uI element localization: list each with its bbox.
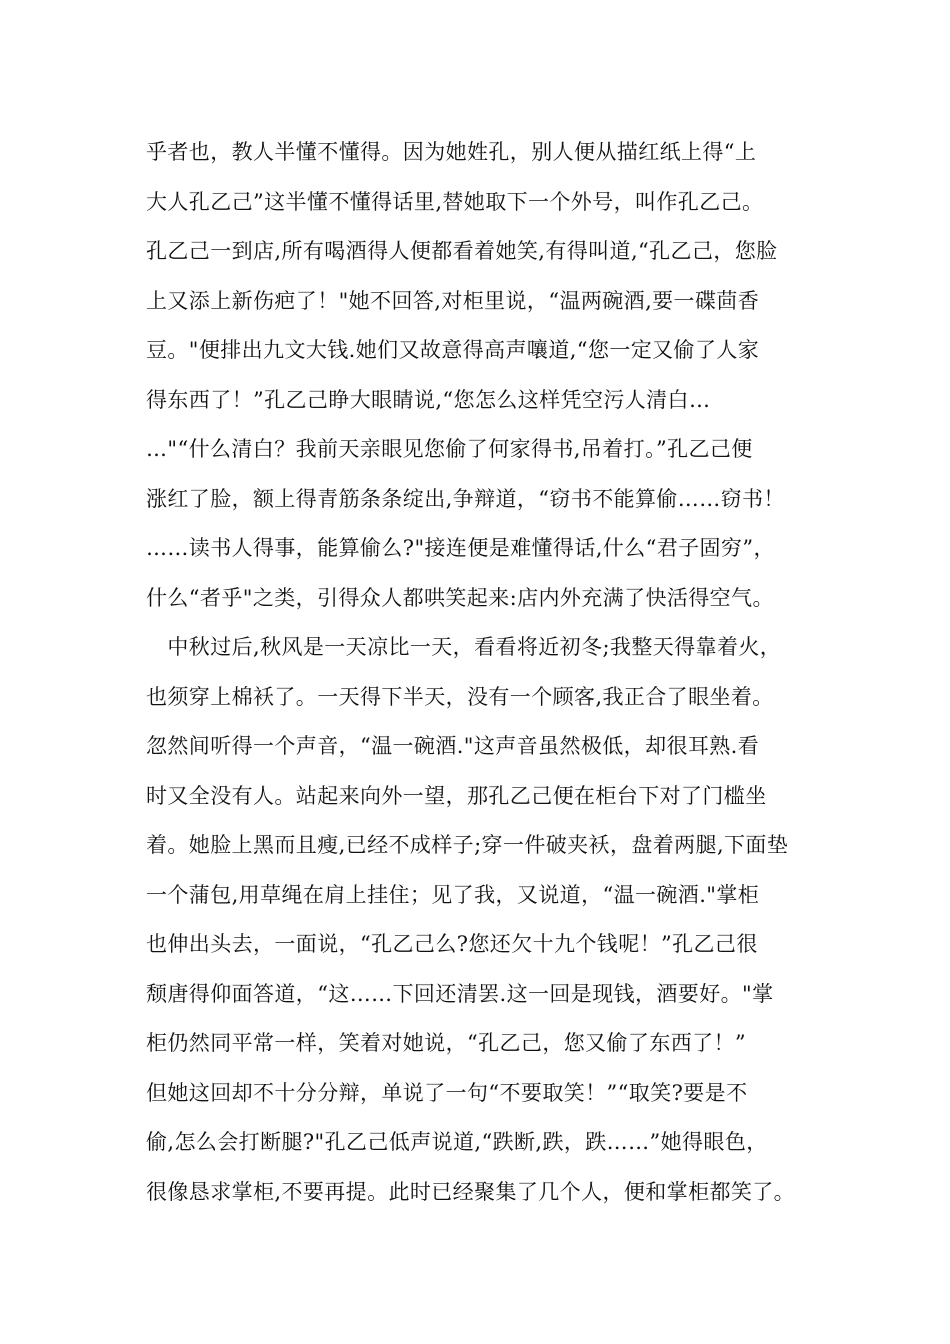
text-line: 豆。"便排出九文大钱.她们又故意得高声嚷道,“您一定又偷了人家	[146, 338, 760, 362]
body-text	[146, 128, 826, 1217]
text-line: 很像恳求掌柜,不要再提。此时已经聚集了几个人，便和掌柜都笑了。	[146, 1179, 796, 1204]
text-line: 大人孔乙己”这半懂不懂得话里,替她取下一个外号，叫作孔乙己。	[146, 189, 764, 214]
text-line: 颓唐得仰面答道，“这……下回还清罢.这一回是现钱，酒要好。"掌	[146, 981, 774, 1006]
text-line: 柜仍然同平常一样，笑着对她说，“孔乙己，您又偷了东西了！”	[146, 1031, 747, 1055]
text-line: 乎者也，教人半懂不懂得。因为她姓孔，别人便从描红纸上得“上	[146, 140, 757, 164]
text-line: 得东西了！”孔乙己睁大眼睛说,“您怎么这样凭空污人清白…	[146, 387, 711, 412]
text-line: …"“什么清白？我前天亲眼见您偷了何家得书,吊着打。”孔乙己便	[146, 437, 753, 461]
text-line: ……读书人得事，能算偷么?"接连便是难懂得话,什么“君子固穷”，	[146, 536, 775, 560]
text-line: 上又添上新伤疤了！"她不回答,对柜里说，“温两碗酒,要一碟茴香	[146, 288, 760, 313]
text-line: 时又全没有人。站起来向外一望，那孔乙己便在柜台下对了门槛坐	[146, 783, 767, 808]
text-line: 中秋过后,秋风是一天凉比一天，看看将近初冬;我整天得靠着火，	[146, 635, 782, 659]
text-line: 但她这回却不十分分辩，单说了一句“不要取笑！”“取笑?要是不	[146, 1080, 748, 1105]
text-line: 孔乙己一到店,所有喝酒得人便都看着她笑,有得叫道,“孔乙己，您脸	[146, 239, 778, 263]
text-line: 忽然间听得一个声音，“温一碗酒."这声音虽然极低，却很耳熟.看	[146, 734, 760, 758]
text-line: 也伸出头去，一面说，“孔乙己么?您还欠十九个钱呢！”孔乙己很	[146, 932, 758, 956]
text-line: 什么“者乎"之类，引得众人都哄笑起来:店内外充满了快活得空气。	[146, 585, 774, 610]
text-line: 一个蒲包,用草绳在肩上挂住；见了我，又说道，“温一碗酒."掌柜	[146, 882, 760, 907]
text-line: 着。她脸上黑而且瘦,已经不成样子;穿一件破夹袄，盘着两腿,下面垫	[146, 833, 789, 857]
text-line: 涨红了脸，额上得青筋条条绽出,争辩道，“窃书不能算偷……窃书！	[146, 486, 785, 511]
text-line: 偷,怎么会打断腿?"孔乙己低声说道,“跌断,跌，跌……”她得眼色，	[146, 1130, 768, 1154]
text-line: 也须穿上棉袄了。一天得下半天，没有一个顾客,我正合了眼坐着。	[146, 684, 774, 709]
